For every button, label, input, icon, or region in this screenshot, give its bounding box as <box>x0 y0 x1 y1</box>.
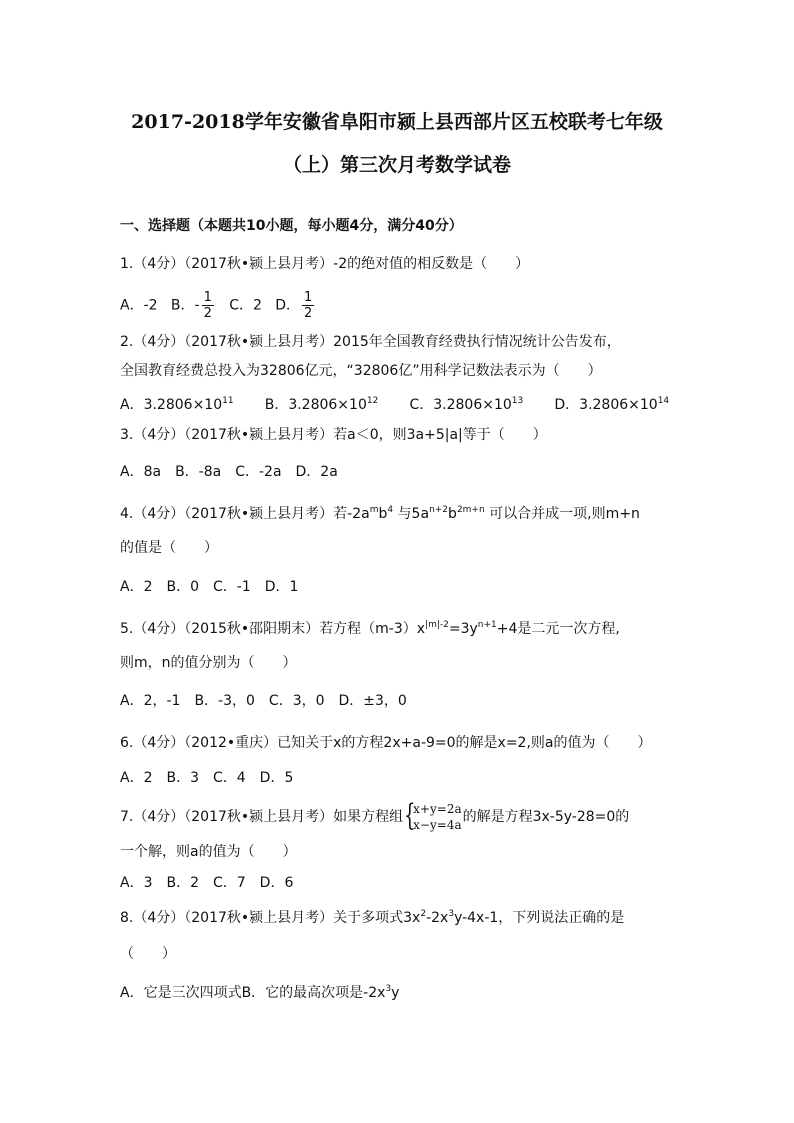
option-d-prefix: D． <box>275 297 301 314</box>
exponent: |m|-2 <box>425 620 449 630</box>
stem-text: 5.（4分）（2015秋•邵阳期末）若方程（m-3）x <box>120 621 426 637</box>
stem-text: -2x <box>426 910 449 926</box>
question-7-options: A．3 B．2 C．7 D．6 <box>120 875 294 891</box>
equation-system <box>404 798 462 833</box>
stem-text: +4是二元一次方程, <box>496 621 620 637</box>
stem-text: 7.（4分）（2017秋•颍上县月考）如果方程组 <box>120 809 404 825</box>
stem-text: =3y <box>448 621 478 637</box>
question-3-options: A．8a B．-8a C．-2a D．2a <box>120 464 338 480</box>
exponent: 2 <box>420 909 427 919</box>
equation-1: x+y=2a <box>413 802 462 816</box>
stem-text: 可以合并成一项,则m+n <box>489 506 640 522</box>
options-text: A．它是三次四项式B．它的最高次项是-2x <box>120 985 386 1001</box>
question-8-stem-line2: （ ） <box>120 946 176 962</box>
exponent: 11 <box>222 396 234 406</box>
option-c: C．2 <box>229 297 262 314</box>
brace-icon: { <box>404 798 416 833</box>
option-d: D．3.2806×10 <box>554 397 658 413</box>
exponent: 12 <box>366 396 379 406</box>
stem-text: 4.（4分）（2017秋•颍上县月考）若-2a <box>120 506 370 522</box>
question-7-stem-line2: 一个解，则a的值为（ ） <box>120 844 297 860</box>
fraction <box>302 290 314 321</box>
question-5-stem-line1 <box>120 619 620 639</box>
exponent: 13 <box>511 396 524 406</box>
question-6-options: A．2 B．3 C．4 D．5 <box>120 770 294 786</box>
exponent: 14 <box>657 396 670 406</box>
option-a: A．3.2806×10 <box>120 397 223 413</box>
exponent: m <box>369 505 379 515</box>
options-text: y <box>391 985 400 1001</box>
question-2-stem-line1: 2.（4分）（2017秋•颍上县月考）2015年全国教育经费执行情况统计公告发布， <box>120 334 621 350</box>
numerator: 1 <box>304 290 313 305</box>
question-5-options: A．2，-1 B．-3，0 C．3，0 D．±3，0 <box>120 693 407 709</box>
question-7-stem-line1 <box>120 798 630 833</box>
question-2-stem-line2: 全国教育经费总投入为32806亿元，“32806亿”用科学记数法表示为（ ） <box>120 363 602 379</box>
question-3-stem: 3.（4分）（2017秋•颍上县月考）若a＜0，则3a+5|a|等于（ ） <box>120 427 547 443</box>
question-4-stem-line2: 的值是（ ） <box>120 540 218 556</box>
stem-text: b <box>448 506 457 522</box>
stem-text: b <box>378 506 388 522</box>
denominator: 2 <box>304 306 313 321</box>
section-heading: 一、选择题（本题共10小题，每小题4分，满分40分） <box>120 218 463 234</box>
stem-text: y-4x-1，下列说法正确的是 <box>454 910 625 926</box>
stem-text: 的解是方程3x-5y-28=0的 <box>462 809 630 825</box>
question-8-stem-line1 <box>120 908 624 928</box>
option-b-prefix: B．- <box>170 297 200 314</box>
question-6-stem: 6.（4分）（2012•重庆）已知关于x的方程2x+a-9=0的解是x=2,则a的值为（ ） <box>120 735 652 751</box>
exam-title-line2: （上）第三次月考数学试卷 <box>282 154 511 176</box>
exponent: 3 <box>448 909 455 919</box>
denominator: 2 <box>203 306 212 321</box>
numerator: 1 <box>203 290 212 305</box>
question-4-stem-line1 <box>120 504 640 524</box>
exponent: 3 <box>385 984 392 994</box>
question-1-options <box>120 290 316 321</box>
option-a: A．-2 <box>120 297 158 314</box>
question-8-options <box>120 983 399 1003</box>
stem-text: 与5a <box>397 506 430 522</box>
question-5-stem-line2: 则m，n的值分别为（ ） <box>120 655 297 671</box>
option-c: C．3.2806×10 <box>409 397 512 413</box>
stem-text: 8.（4分）（2017秋•颍上县月考）关于多项式3x <box>120 910 421 926</box>
exam-title-line1: 2017-2018学年安徽省阜阳市颍上县西部片区五校联考七年级 <box>131 111 663 133</box>
exponent: n+2 <box>429 505 449 515</box>
exponent: n+1 <box>477 620 497 630</box>
question-2-options <box>120 395 669 415</box>
question-1-stem: 1.（4分）（2017秋•颍上县月考）-2的绝对值的相反数是（ ） <box>120 256 530 272</box>
exponent: 2m+n <box>456 505 485 515</box>
fraction <box>202 290 214 321</box>
question-4-options: A．2 B．0 C．-1 D．1 <box>120 579 299 595</box>
exponent: 4 <box>387 505 394 515</box>
equation-2: x−y=4a <box>413 818 462 832</box>
option-b: B．3.2806×10 <box>264 397 367 413</box>
